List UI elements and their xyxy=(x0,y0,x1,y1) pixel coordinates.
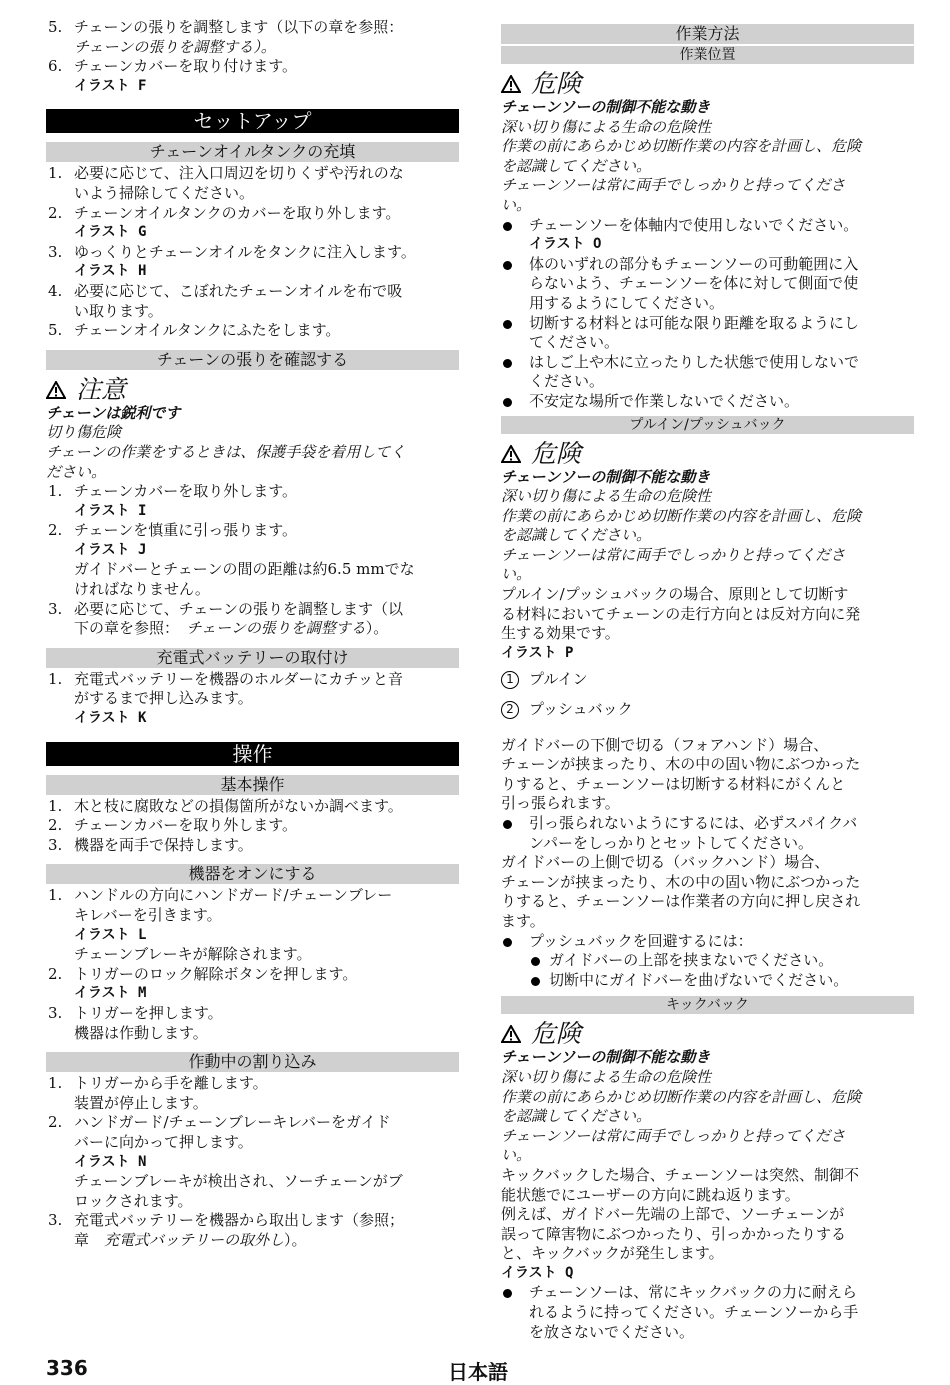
list-item: 3. 充電式バッテリーを機器から取出します（参照； 章 充電式バッテリーの取外し）。 xyxy=(48,1211,405,1249)
caution-text: チェーンの作業をするときは、保護手袋を着用してく xyxy=(46,442,406,461)
caution-title: 注意 xyxy=(46,376,459,404)
list-item: 5. チェーンオイルタンクにふたをします。 xyxy=(48,321,341,340)
subsection-heading-interrupt: 作動中の割り込み xyxy=(46,1052,459,1072)
danger-heading: チェーンソーの制御不能な動き xyxy=(501,467,711,486)
caution-heading: チェーンは鋭利です xyxy=(46,403,181,422)
page-number: 336 xyxy=(46,1356,88,1380)
subsection-heading-tension-check: チェーンの張りを確認する xyxy=(46,350,459,370)
paragraph: ガイドバーの上側で切る（バックハンド）場合、 xyxy=(501,853,830,872)
bullet-item: はしご上や木に立ったりした状態で使用しないで ください。 xyxy=(501,353,914,392)
danger-text: チェーンソーは常に両手でしっかりと持ってくださ xyxy=(501,545,846,564)
danger-text: 作業の前にあらかじめ切断作業の内容を計画し、危険 xyxy=(501,1087,862,1106)
bullet-item: プッシュバックを回避するには： xyxy=(501,932,914,952)
subsection-heading-battery: 充電式バッテリーの取付け xyxy=(46,648,459,668)
left-column xyxy=(46,18,459,1251)
list-item: 3. 必要に応じて、チェーンの張りを調整します（以 下の章を参照： チェーンの張りを調整する）。 xyxy=(48,599,403,638)
bullet-item: チェーンソーを体軸内で使用しないでください。 イラスト O xyxy=(501,216,914,255)
paragraph: チェーンが挟まったり、木の中の固い物にぶつかった xyxy=(501,872,861,891)
list-item: 4. 必要に応じて、こぼれたチェーンオイルを布で吸 い取ります。 xyxy=(48,281,403,320)
paragraph: 誤って障害物にぶつかったり、引っかかったりする xyxy=(501,1224,847,1243)
paragraph: プルイン/プッシュバックの場合、原則として切断す xyxy=(501,585,849,604)
list-item: 2. チェーンカバーを取り外します。 xyxy=(48,816,298,835)
sub-bullet-item: ガイドバーの上部を挟まないでください。 xyxy=(501,951,914,971)
list-item: 6. チェーンカバーを取り付けます。 イラスト F xyxy=(48,57,298,94)
danger-text: 作業の前にあらかじめ切断作業の内容を計画し、危険 xyxy=(501,137,862,156)
danger-title: 危険 xyxy=(501,440,914,468)
paragraph: る材料においてチェーンの走行方向とは反対方向に発 xyxy=(501,604,861,623)
paragraph: ガイドバーの下側で切る（フォアハンド）場合、 xyxy=(501,735,829,754)
danger-text: 深い切り傷による生命の危険性 xyxy=(501,1067,712,1086)
paragraph: りすると、チェーンソーは切断する材料にがくんと xyxy=(501,774,846,793)
list-item: 1. チェーンカバーを取り外します。 イラスト I xyxy=(48,482,298,519)
paragraph: 能状態でにユーザーの方向に跳ね返ります。 xyxy=(501,1185,800,1204)
danger-text: チェーンソーは常に両手でしっかりと持ってくださ xyxy=(501,1126,846,1145)
list-item: 3. トリガーを押します。 機器は作動します。 xyxy=(48,1003,223,1042)
danger-text: を認識してください。 xyxy=(501,1107,652,1126)
danger-title: 危険 xyxy=(501,1020,914,1048)
list-item: 3. ゆっくりとチェーンオイルをタンクに注入します。 イラスト H xyxy=(48,242,416,280)
danger-heading: チェーンソーの制御不能な動き xyxy=(501,98,711,116)
warning-triangle-icon xyxy=(46,381,66,399)
right-column xyxy=(501,24,914,1342)
bullet-item: チェーンソーは、常にキックバックの力に耐えら れるように持ってください。チェーンソーから手 を放さないでください。 xyxy=(501,1283,914,1342)
warning-triangle-icon xyxy=(501,1025,521,1043)
bullet-item: 不安定な場所で作業しないでください。 xyxy=(501,392,914,412)
section-heading-setup: セットアップ xyxy=(46,109,459,133)
danger-text: チェーンソーは常に両手でしっかりと持ってくださ xyxy=(501,176,846,195)
sub-bullet-item: 切断中にガイドバーを曲げないでください。 xyxy=(501,971,914,991)
paragraph: キックバックした場合、チェーンソーは突然、制御不 xyxy=(501,1165,860,1184)
circled-number-icon: 1 xyxy=(501,671,519,689)
subsection-heading-kickback: キックバック xyxy=(501,996,914,1014)
danger-text: 作業の前にあらかじめ切断作業の内容を計画し、危険 xyxy=(501,506,862,525)
paragraph: と、キックバックが発生します。 xyxy=(501,1244,724,1263)
list-item: 1. 必要に応じて、注入口周辺を切りくずや汚れのな いよう掃除してください。 xyxy=(48,164,404,202)
warning-triangle-icon xyxy=(501,75,521,93)
legend-item: 2 プッシュバック xyxy=(501,700,914,720)
subsection-heading-basic: 基本操作 xyxy=(46,775,459,795)
list-item: 3. 機器を両手で保持します。 xyxy=(48,835,253,854)
list-item: 1. 木と枝に腐敗などの損傷箇所がないか調べます。 xyxy=(48,796,403,815)
danger-text: を認識してください。 xyxy=(501,156,652,175)
danger-text: い。 xyxy=(501,1146,532,1165)
subsection-heading-pull-push: プルイン/プッシュバック xyxy=(501,416,914,434)
danger-text: を認識してください。 xyxy=(501,526,652,545)
paragraph: ます。 xyxy=(501,911,545,930)
danger-text: 深い切り傷による生命の危険性 xyxy=(501,117,712,136)
paragraph: 引っ張られます。 xyxy=(501,794,620,813)
list-item: 1. トリガーから手を離します。 装置が停止します。 xyxy=(48,1074,268,1112)
paragraph: 例えば、ガイドバー先端の上部で、ソーチェーンが xyxy=(501,1205,845,1224)
list-item: 2. トリガーのロック解除ボタンを押します。 イラスト M xyxy=(48,964,358,1002)
section-heading-method: 作業方法 xyxy=(501,24,914,44)
footer-language: 日本語 xyxy=(448,1360,508,1384)
section-heading-operation: 操作 xyxy=(46,742,459,766)
warning-triangle-icon xyxy=(501,445,521,463)
list-item: 1. ハンドルの方向にハンドガード/チェーンブレー キレバーを引きます。 イラスト L チェーンブレーキが解除されます。 xyxy=(48,886,393,964)
caution-text: 切り傷危険 xyxy=(46,423,122,442)
danger-text: い。 xyxy=(501,565,532,584)
circled-number-icon: 2 xyxy=(501,701,519,719)
bullet-item: 体のいずれの部分もチェーンソーの可動範囲に入 らないよう、チェーンソーを体に対して側面で使 用するようにしてください。 xyxy=(501,255,914,314)
list-item: 2. チェーンを慎重に引っ張ります。 イラスト J ガイドバーとチェーンの間の距離は約6.5 mmでな ければなりません。 xyxy=(48,521,415,599)
caution-text: ださい。 xyxy=(46,462,107,481)
danger-title: 危険 xyxy=(501,70,914,98)
list-item: 5. チェーンの張りを調整します（以下の章を参照： チェーンの張りを調整する）。 xyxy=(48,18,404,56)
paragraph: 生する効果です。 xyxy=(501,624,620,643)
subsection-heading-oil: チェーンオイルタンクの充填 xyxy=(46,142,459,162)
bullet-item: 引っ張られないようにするには、必ずスパイクバ ンパーをしっかりとセットしてください。 xyxy=(501,814,914,853)
illustration-ref: イラスト Q xyxy=(501,1264,574,1281)
list-item: 2. チェーンオイルタンクのカバーを取り外します。 イラスト G xyxy=(48,203,401,241)
paragraph: チェーンが挟まったり、木の中の固い物にぶつかった xyxy=(501,755,861,774)
list-item: 1. 充電式バッテリーを機器のホルダーにカチッと音 がするまで押し込みます。 イラスト K xyxy=(48,669,403,727)
subsection-heading-position: 作業位置 xyxy=(501,46,914,64)
subsection-heading-switch-on: 機器をオンにする xyxy=(46,864,459,884)
bullet-item: 切断する材料とは可能な限り距離を取るようにし てください。 xyxy=(501,314,914,353)
danger-text: 深い切り傷による生命の危険性 xyxy=(501,487,712,506)
paragraph: りすると、チェーンソーは作業者の方向に押し戻され xyxy=(501,892,861,911)
danger-text: い。 xyxy=(501,195,532,214)
legend-item: 1 プルイン xyxy=(501,670,914,690)
list-item: 2. ハンドガード/チェーンブレーキレバーをガイド バーに向かって押します。 イラスト N チェーンブレーキが検出され、ソーチェーンがブ ロックされます。 xyxy=(48,1113,403,1210)
danger-heading: チェーンソーの制御不能な動き xyxy=(501,1048,711,1067)
illustration-ref: イラスト P xyxy=(501,644,574,661)
